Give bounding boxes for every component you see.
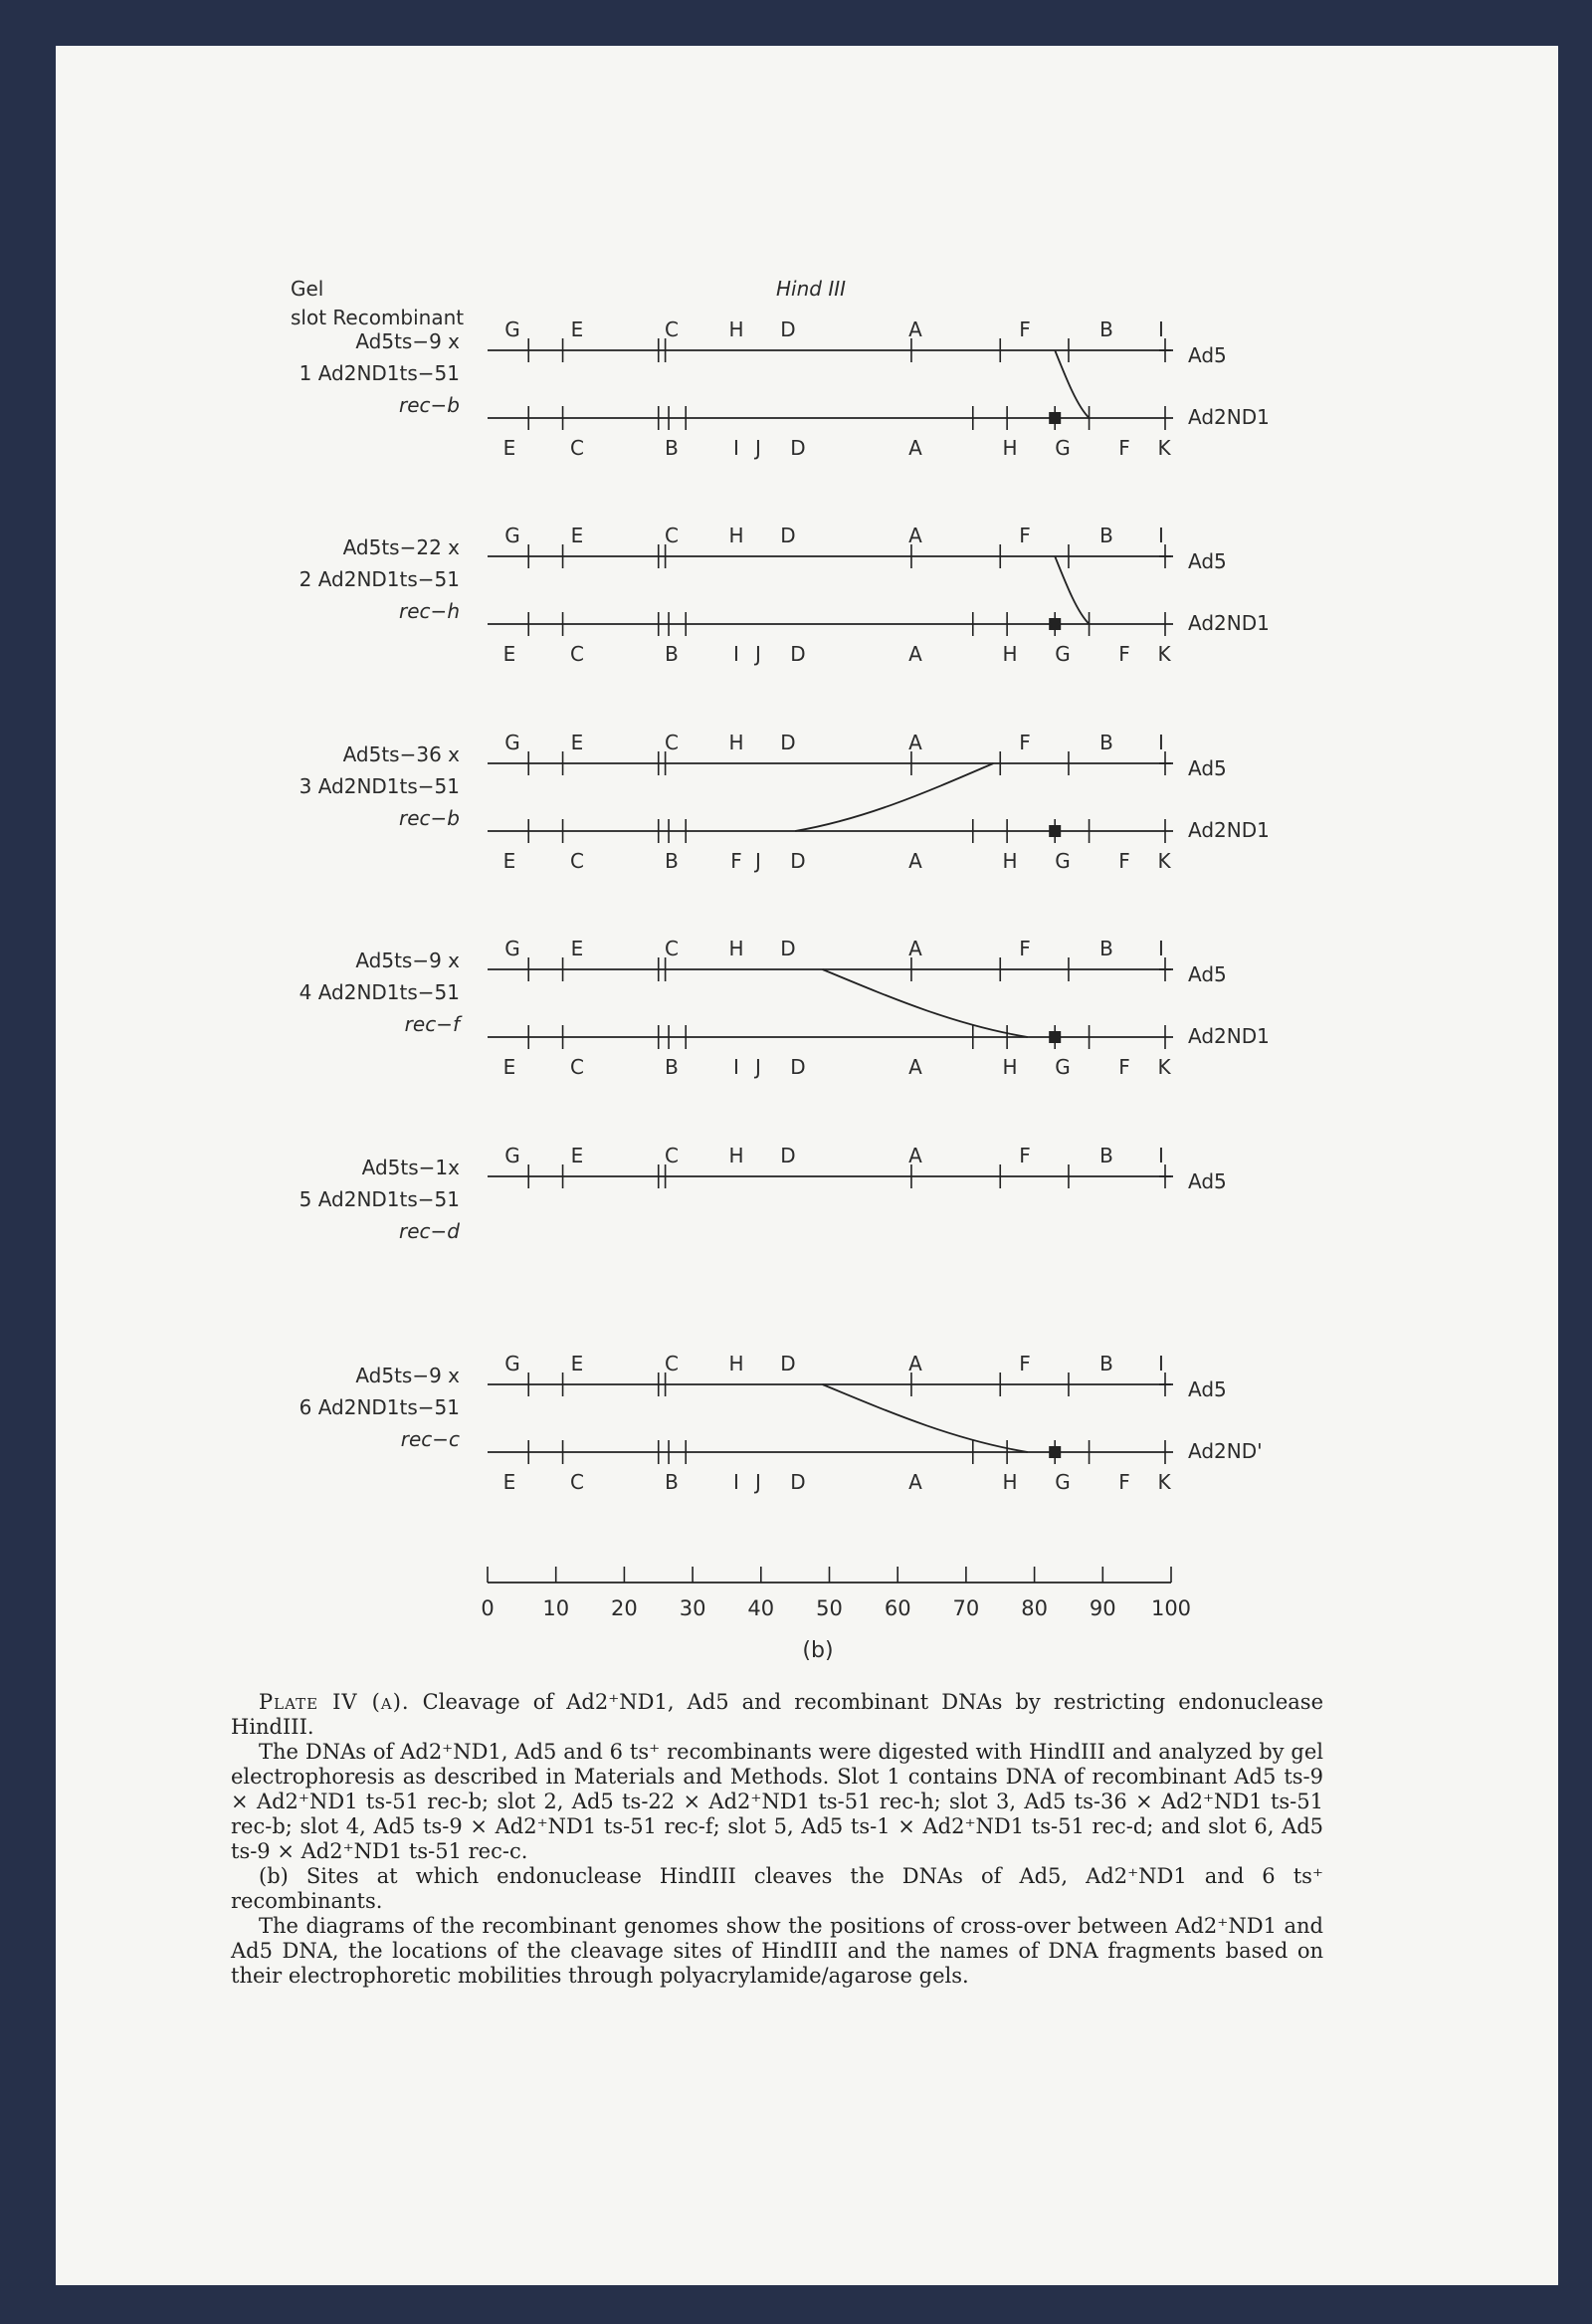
marker-square (1049, 1446, 1061, 1458)
marker-square (1049, 825, 1061, 837)
ad2-fragment-label: A (908, 436, 922, 460)
ad2-fragment-label: D (790, 642, 806, 666)
ad5-fragment-label: F (1019, 937, 1031, 960)
ad2-fragment-label: K (1157, 1470, 1171, 1494)
scale-tick-label: 20 (611, 1596, 638, 1620)
ad2-fragment-label: G (1055, 1055, 1071, 1079)
cross-label-line2: 5 Ad2ND1ts−51 (298, 1187, 460, 1211)
ad5-fragment-label: E (570, 1144, 584, 1167)
cross-label-line2: 1 Ad2ND1ts−51 (298, 361, 460, 385)
scale-tick-label: 40 (747, 1596, 775, 1620)
ad5-fragment-label: C (665, 731, 679, 754)
recombinant-panel-1 (299, 317, 1270, 460)
scale-tick-label: 70 (952, 1596, 980, 1620)
ad5-fragment-label: F (1019, 731, 1031, 754)
recombinant-panel-3 (299, 731, 1270, 873)
caption-paragraph-3: (b) Sites at which endonuclease HindIII cleaves the DNAs of Ad5, Ad2⁺ND1 and 6 ts⁺ recombinants. (231, 1864, 1323, 1913)
ad5-fragment-label: A (908, 731, 922, 754)
gel-label: Gel (291, 277, 324, 301)
ad5-fragment-label: D (780, 317, 796, 341)
scale-tick-label: 90 (1089, 1596, 1116, 1620)
recombinant-name: rec−h (399, 599, 460, 623)
ad2-fragment-label: F (1118, 1470, 1130, 1494)
ad2-fragment-label: C (570, 436, 584, 460)
ad2-fragment-label: K (1157, 436, 1171, 460)
enzyme-label: Hind III (776, 277, 847, 301)
ad2-fragment-label: E (502, 642, 516, 666)
ad5-label: Ad5 (1188, 549, 1227, 573)
crossover-curve (1055, 350, 1089, 418)
ad5-fragment-label: B (1099, 731, 1113, 754)
scale-tick-label: 50 (816, 1596, 843, 1620)
ad2-fragment-label: J (755, 1470, 761, 1494)
ad2-fragment-label: B (665, 849, 679, 873)
ad2-fragment-label: H (1002, 642, 1018, 666)
crossover-curve (1055, 556, 1089, 624)
ad5-fragment-label: B (1099, 1352, 1113, 1375)
ad2-fragment-label: A (908, 849, 922, 873)
ad2-label: Ad2ND1 (1188, 818, 1270, 842)
ad2-fragment-label: D (790, 436, 806, 460)
ad5-label: Ad5 (1188, 962, 1227, 986)
ad5-fragment-label: F (1019, 1352, 1031, 1375)
ad2-label: Ad2ND1 (1188, 405, 1270, 429)
ad5-fragment-label: B (1099, 1144, 1113, 1167)
ad2-fragment-label: F (730, 849, 742, 873)
ad5-fragment-label: I (1158, 1144, 1164, 1167)
ad2-fragment-label: A (908, 1470, 922, 1494)
cross-label-line1: Ad5ts−36 x (342, 742, 460, 766)
ad5-fragment-label: B (1099, 317, 1113, 341)
ad5-label: Ad5 (1188, 1377, 1227, 1401)
ad5-fragment-label: A (908, 937, 922, 960)
ad2-fragment-label: H (1002, 1470, 1018, 1494)
recombinant-name: rec−f (404, 1012, 460, 1036)
recombinant-name: rec−b (399, 393, 460, 417)
ad2-fragment-label: C (570, 849, 584, 873)
ad5-fragment-label: A (908, 524, 922, 547)
scale-tick-label: 0 (481, 1596, 495, 1620)
scale-tick-label: 30 (679, 1596, 706, 1620)
cross-label-line1: Ad5ts−9 x (355, 329, 460, 353)
ad2-fragment-label: C (570, 1470, 584, 1494)
ad2-fragment-label: B (665, 1470, 679, 1494)
ad2-label: Ad2ND' (1188, 1439, 1263, 1463)
cross-label-line2: 2 Ad2ND1ts−51 (298, 567, 460, 591)
recombinant-panel-2 (299, 524, 1270, 666)
ad2-fragment-label: I (733, 436, 739, 460)
ad2-fragment-label: I (733, 1055, 739, 1079)
ad5-fragment-label: D (780, 1144, 796, 1167)
ad5-fragment-label: G (504, 1352, 520, 1375)
ad2-label: Ad2ND1 (1188, 611, 1270, 635)
recombinant-name: rec−c (400, 1427, 460, 1451)
ad2-label: Ad2ND1 (1188, 1024, 1270, 1048)
ad5-fragment-label: C (665, 1144, 679, 1167)
ad2-fragment-label: E (502, 1470, 516, 1494)
ad5-fragment-label: I (1158, 731, 1164, 754)
marker-square (1049, 618, 1061, 630)
ad5-fragment-label: C (665, 1352, 679, 1375)
ad5-fragment-label: G (504, 731, 520, 754)
ad2-fragment-label: H (1002, 436, 1018, 460)
ad2-fragment-label: F (1118, 436, 1130, 460)
caption-paragraph-4: The diagrams of the recombinant genomes show the positions of cross-over between Ad2⁺ND1 and Ad5 DNA, the locations of the cleavage sites of HindIII and the names of DNA fragments based on their electrophoretic mobilities through polyacrylamide/agarose gels. (231, 1914, 1323, 1988)
ad2-fragment-label: D (790, 849, 806, 873)
ad5-fragment-label: I (1158, 1352, 1164, 1375)
ad5-label: Ad5 (1188, 343, 1227, 367)
caption-title: Cleavage of Ad2⁺ND1, Ad5 and recombinant DNAs by restricting endonuclease HindIII. (231, 1690, 1323, 1739)
panel-label: (b) (802, 1638, 834, 1663)
ad2-fragment-label: B (665, 1055, 679, 1079)
recombinant-name: rec−b (399, 806, 460, 830)
crossover-curve (795, 763, 993, 831)
slot-recombinant-label: slot Recombinant (291, 306, 465, 329)
ad2-fragment-label: B (665, 642, 679, 666)
ad2-fragment-label: G (1055, 436, 1071, 460)
ad5-fragment-label: G (504, 524, 520, 547)
ad5-fragment-label: A (908, 1144, 922, 1167)
ad5-fragment-label: D (780, 524, 796, 547)
ad5-fragment-label: D (780, 1352, 796, 1375)
ad2-fragment-label: A (908, 642, 922, 666)
ad5-label: Ad5 (1188, 756, 1227, 780)
ad2-fragment-label: E (502, 849, 516, 873)
ad5-fragment-label: E (570, 317, 584, 341)
ad2-fragment-label: K (1157, 642, 1171, 666)
ad5-fragment-label: F (1019, 524, 1031, 547)
ad2-fragment-label: G (1055, 849, 1071, 873)
figure-caption (231, 1690, 1323, 1989)
ad5-fragment-label: G (504, 937, 520, 960)
ad2-fragment-label: H (1002, 849, 1018, 873)
plate-label: Plate IV (a). (259, 1690, 410, 1714)
ad2-fragment-label: J (755, 642, 761, 666)
ad5-fragment-label: A (908, 1352, 922, 1375)
ad5-fragment-label: I (1158, 524, 1164, 547)
ad5-fragment-label: H (728, 731, 744, 754)
ad2-fragment-label: C (570, 1055, 584, 1079)
ad2-fragment-label: E (502, 436, 516, 460)
ad5-fragment-label: G (504, 1144, 520, 1167)
ad2-fragment-label: A (908, 1055, 922, 1079)
caption-paragraph-2: The DNAs of Ad2⁺ND1, Ad5 and 6 ts⁺ recombinants were digested with HindIII and analyzed by gel electrophoresis as described in Materials and Methods. Slot 1 contains DNA of recombinant Ad5 ts-9 × Ad2⁺ND1 ts-51 rec-b; slot 2, Ad5 ts-22 × Ad2⁺ND1 ts-51 rec-h; slot 3, Ad5 ts-36 × Ad2⁺ND1 ts-51 rec-b; slot 4, Ad5 ts-9 × Ad2⁺ND1 ts-51 rec-f; slot 5, Ad5 ts-1 × Ad2⁺ND1 ts-51 rec-d; and slot 6, Ad5 ts-9 × Ad2⁺ND1 ts-51 rec-c. (231, 1740, 1323, 1863)
ad5-fragment-label: I (1158, 937, 1164, 960)
marker-square (1049, 1031, 1061, 1043)
ad2-fragment-label: G (1055, 642, 1071, 666)
ad5-fragment-label: H (728, 1352, 744, 1375)
ad2-fragment-label: F (1118, 849, 1130, 873)
ad2-fragment-label: J (755, 436, 761, 460)
ad2-fragment-label: K (1157, 849, 1171, 873)
cross-label-line1: Ad5ts−1x (361, 1156, 460, 1179)
ad2-fragment-label: J (755, 849, 761, 873)
ad5-fragment-label: G (504, 317, 520, 341)
cross-label-line1: Ad5ts−9 x (355, 949, 460, 972)
cross-label-line2: 4 Ad2ND1ts−51 (298, 980, 460, 1004)
scale-tick-label: 60 (884, 1596, 911, 1620)
ad2-fragment-label: F (1118, 642, 1130, 666)
scale-tick-label: 80 (1021, 1596, 1048, 1620)
ad5-fragment-label: B (1099, 937, 1113, 960)
ad5-fragment-label: C (665, 317, 679, 341)
ad5-fragment-label: I (1158, 317, 1164, 341)
ad2-fragment-label: E (502, 1055, 516, 1079)
ad5-fragment-label: H (728, 317, 744, 341)
cross-label-line1: Ad5ts−9 x (355, 1364, 460, 1387)
recombinant-panel-5 (299, 1144, 1227, 1243)
cross-label-line2: 3 Ad2ND1ts−51 (298, 774, 460, 798)
ad5-fragment-label: E (570, 937, 584, 960)
scale-tick-label: 100 (1150, 1596, 1192, 1620)
ad2-fragment-label: D (790, 1055, 806, 1079)
crossover-curve (823, 1384, 1028, 1452)
ad2-fragment-label: G (1055, 1470, 1071, 1494)
ad5-fragment-label: F (1019, 317, 1031, 341)
recombinant-panel-6 (299, 1352, 1263, 1494)
ad5-fragment-label: D (780, 731, 796, 754)
ad5-fragment-label: C (665, 524, 679, 547)
cross-label-line1: Ad5ts−22 x (342, 535, 460, 559)
recombinant-panel-4 (299, 937, 1270, 1079)
ad2-fragment-label: K (1157, 1055, 1171, 1079)
ad5-fragment-label: A (908, 317, 922, 341)
recombinant-name: rec−d (399, 1219, 460, 1243)
ad2-fragment-label: I (733, 1470, 739, 1494)
ad5-fragment-label: B (1099, 524, 1113, 547)
ad5-fragment-label: D (780, 937, 796, 960)
ad2-fragment-label: C (570, 642, 584, 666)
ad5-fragment-label: E (570, 524, 584, 547)
ad5-fragment-label: H (728, 937, 744, 960)
ad5-fragment-label: E (570, 1352, 584, 1375)
percent-scale (481, 1567, 1191, 1620)
ad2-fragment-label: I (733, 642, 739, 666)
ad5-label: Ad5 (1188, 1169, 1227, 1193)
ad2-fragment-label: B (665, 436, 679, 460)
ad5-fragment-label: F (1019, 1144, 1031, 1167)
recombinant-panels (299, 317, 1270, 1494)
caption-paragraph-1 (231, 1690, 1323, 1740)
ad5-fragment-label: H (728, 524, 744, 547)
ad5-fragment-label: E (570, 731, 584, 754)
ad5-fragment-label: H (728, 1144, 744, 1167)
ad2-fragment-label: F (1118, 1055, 1130, 1079)
cross-label-line2: 6 Ad2ND1ts−51 (298, 1395, 460, 1419)
ad2-fragment-label: H (1002, 1055, 1018, 1079)
crossover-curve (823, 969, 1028, 1037)
ad5-fragment-label: C (665, 937, 679, 960)
ad2-fragment-label: J (755, 1055, 761, 1079)
ad2-fragment-label: D (790, 1470, 806, 1494)
marker-square (1049, 412, 1061, 424)
scale-tick-label: 10 (542, 1596, 570, 1620)
